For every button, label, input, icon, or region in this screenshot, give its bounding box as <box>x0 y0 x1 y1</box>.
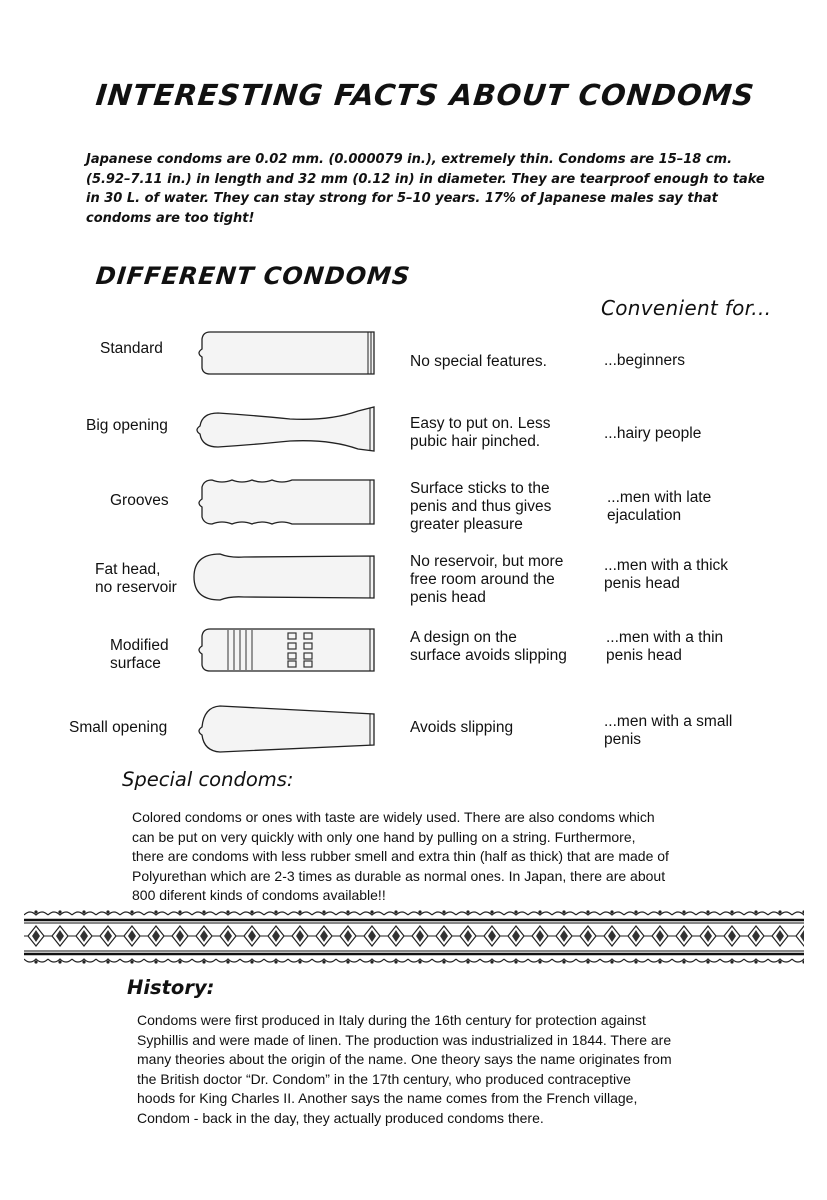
row-label-small-opening <box>69 719 167 737</box>
for-line: ...men with a thin <box>606 629 724 646</box>
row-for-modified-surface <box>606 629 723 665</box>
convenient-for-header: Convenient for... <box>601 296 772 320</box>
special-line: Colored condoms or ones with taste are widely used. There are also condoms which <box>132 809 655 825</box>
intro-line: Japanese condoms are 0.02 mm. (0.000079 in.), extremely thin. Condoms are 15–18 cm. <box>86 152 733 167</box>
for-line: penis head <box>604 575 680 592</box>
for-line: ejaculation <box>607 507 682 524</box>
feature-line: Avoids slipping <box>410 719 514 736</box>
page-title: INTERESTING FACTS ABOUT CONDOMS <box>94 78 757 112</box>
row-feature-standard <box>410 353 547 371</box>
history-line: Condoms were first produced in Italy during the 16th century for protection against <box>137 1012 646 1028</box>
for-line: penis head <box>606 647 682 664</box>
row-label-line: Big opening <box>86 417 168 434</box>
history-line: Condom - back in the day, they actually produced condoms there. <box>137 1109 544 1126</box>
history-paragraph <box>137 1011 672 1129</box>
special-line: Polyurethan which are 2-3 times as durable as normal ones. In Japan, there are about <box>132 867 666 884</box>
row-for-big-opening <box>604 425 701 443</box>
for-line: ...men with a thick <box>604 557 729 574</box>
decorative-border <box>24 908 804 966</box>
standard-condom-icon <box>190 330 380 376</box>
row-for-grooves <box>607 489 711 525</box>
special-line: there are condoms with less rubber smell and extra thin (half as thick) that are made of <box>132 848 669 865</box>
feature-line: A design on the <box>410 629 517 646</box>
row-label-fat-head <box>95 561 177 597</box>
for-line: penis <box>604 731 642 748</box>
intro-line: in 30 L. of water. They can stay strong for 5–10 years. 17% of Japanese males say that <box>86 191 718 207</box>
feature-line: pubic hair pinched. <box>410 433 541 450</box>
small-opening-condom-icon <box>190 703 380 755</box>
feature-line: No special features. <box>410 353 547 370</box>
row-feature-grooves <box>410 480 551 534</box>
row-label-standard <box>100 340 163 358</box>
row-feature-fat-head <box>410 553 563 607</box>
big-opening-condom-icon <box>190 405 380 453</box>
history-line: Syphillis and were made of linen. The production was industrialized in 1844. There are <box>137 1031 672 1048</box>
feature-line: Easy to put on. Less <box>410 415 551 432</box>
row-label-line: Modified <box>110 637 169 654</box>
history-line: many theories about the origin of the name. One theory says the name originates from <box>137 1051 672 1068</box>
history-line: hoods for King Charles II. Another says the name comes from the French village, <box>137 1090 638 1107</box>
feature-line: surface avoids slipping <box>410 647 567 664</box>
special-condoms-heading: Special condoms: <box>122 768 294 791</box>
section-title: DIFFERENT CONDOMS <box>94 262 412 290</box>
fat-head-condom-icon <box>190 552 380 602</box>
row-label-modified-surface <box>110 637 169 673</box>
feature-line: No reservoir, but more <box>410 553 564 570</box>
for-line: ...men with a small <box>604 713 733 730</box>
row-label-line: Grooves <box>110 492 169 509</box>
row-feature-small-opening <box>410 719 513 737</box>
for-line: ...hairy people <box>604 425 702 442</box>
for-line: ...beginners <box>604 352 685 369</box>
feature-line: free room around the <box>410 571 555 588</box>
row-label-big-opening <box>86 417 168 435</box>
row-label-line: surface <box>110 655 161 672</box>
row-feature-modified-surface <box>410 629 567 665</box>
intro-line: (5.92–7.11 in.) in length and 32 mm (0.12 in) in diameter. They are tearproof enough to take <box>86 171 765 187</box>
intro-line: condoms are too tight! <box>86 210 255 226</box>
row-for-fat-head <box>604 557 728 593</box>
feature-line: penis and thus gives <box>410 498 552 515</box>
feature-line: Surface sticks to the <box>410 480 550 497</box>
row-label-line: Fat head, <box>95 561 161 578</box>
intro-paragraph <box>86 150 765 228</box>
feature-line: greater pleasure <box>410 516 523 533</box>
row-label-grooves <box>110 492 169 510</box>
history-line: the British doctor “Dr. Condom” in the 17th century, who produced contraceptive <box>137 1070 631 1087</box>
row-label-line: Small opening <box>69 719 168 736</box>
special-line: can be put on very quickly with only one hand by pulling on a string. Furthermore, <box>132 828 636 845</box>
row-label-line: Standard <box>100 340 163 357</box>
grooves-condom-icon <box>190 477 380 527</box>
history-heading: History: <box>127 976 215 999</box>
row-for-standard <box>604 352 685 370</box>
special-line: 800 diferent kinds of condoms available!! <box>132 887 386 904</box>
feature-line: penis head <box>410 589 486 606</box>
modified-surface-condom-icon <box>190 627 380 673</box>
row-label-line: no reservoir <box>95 579 177 596</box>
row-feature-big-opening <box>410 415 550 451</box>
special-condoms-paragraph <box>132 808 669 906</box>
row-for-small-opening <box>604 713 732 749</box>
for-line: ...men with late <box>607 489 712 506</box>
